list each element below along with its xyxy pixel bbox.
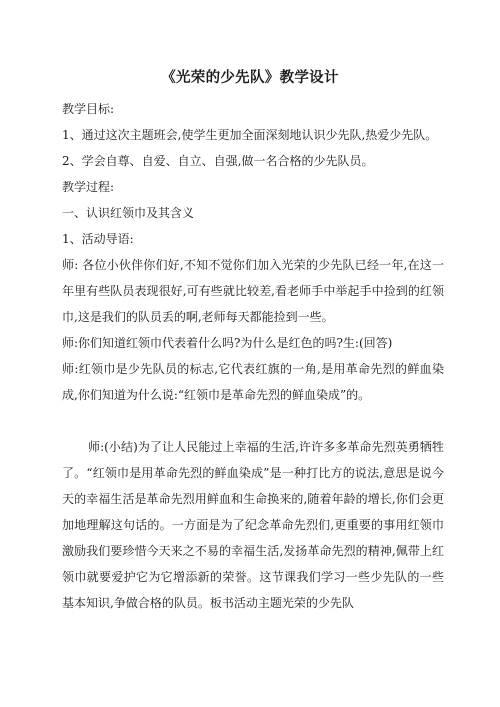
paragraph-spacer — [62, 408, 444, 434]
goals-heading: 教学目标: — [62, 102, 115, 116]
goal-item-2: 2、学会自尊、自爱、自立、自强,做一名合格的少先队员。 — [62, 154, 374, 168]
teacher-paragraph-1: 师: 各位小伙伴你们好,不知不觉你们加入光荣的少先队已经一年,在这一年里有些队员表现很好,可有些就比较差,看老师手中举起手中捡到的红领巾,这是我们的队员丢的啊,老师每天都能捡到一些。 — [62, 258, 444, 324]
page-title: 《光荣的少先队》教学设计 — [161, 69, 339, 86]
goal-item-1: 1、通过这次主题班会,使学生更加全面深刻地认识少先队,热爱少先队。 — [62, 128, 438, 142]
summary-paragraph: 师:(小结)为了让人民能过上幸福的生活,许许多多革命先烈英勇牺牲了。“红领巾是用革命先烈的鲜血染成”是一种打比方的说法,意思是说今天的幸福生活是革命先烈用鲜血和生命换来的,随着年龄的增长,你们会更加地理解这句话的。一方面是为了纪念革命先烈们,更重要的事用红领巾激励我们要珍惜今天来之不易的幸福生活,发扬革命先烈的精神,佩带上红领巾就要爱护它为它增添新的荣誉。这节课我们学习一些少先队的一些基本知识,争做合格的队员。板书活动主题光荣的少先队 — [62, 440, 444, 610]
document-body — [62, 96, 444, 616]
teacher-paragraph-2: 师:你们知道红领巾代表着什么吗?为什么是红色的吗?生:(回答) — [62, 336, 393, 350]
activity-heading-1: 1、活动导语: — [62, 232, 134, 246]
teacher-paragraph-3: 师:红领巾是少先队员的标志,它代表红旗的一角,是用革命先烈的鲜血染成,你们知道为什么说:“红领巾是革命先烈的鲜血染成”的。 — [62, 362, 444, 402]
process-heading: 教学过程: — [62, 180, 115, 194]
section-heading-1: 一、认识红领巾及其含义 — [62, 206, 195, 220]
